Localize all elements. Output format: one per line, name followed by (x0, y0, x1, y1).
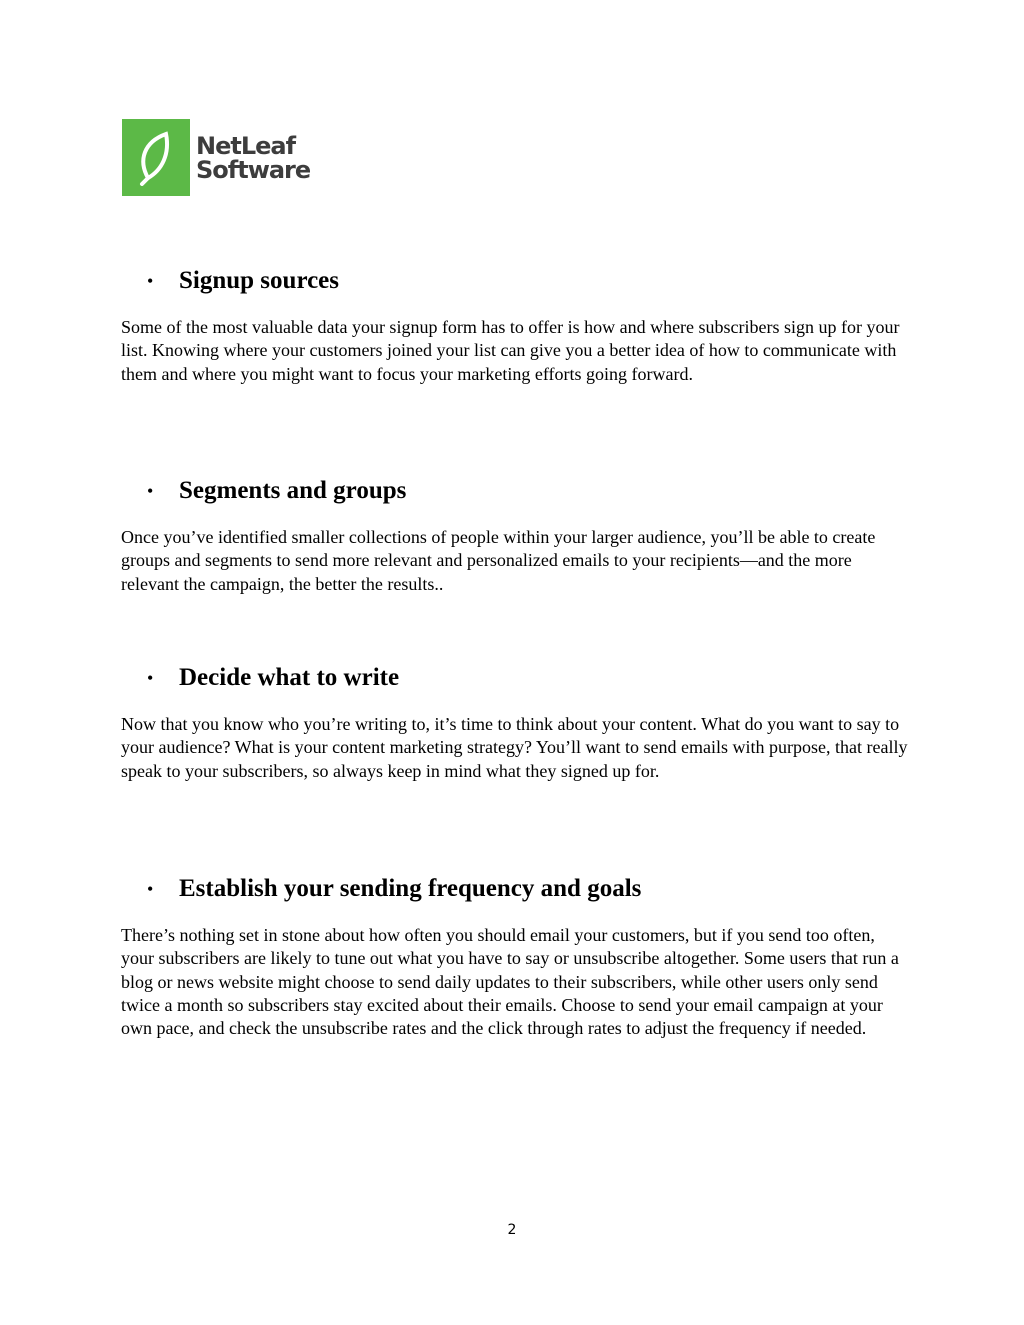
bullet-icon: • (147, 668, 154, 688)
section-decide-what-to-write (121, 663, 911, 783)
section-signup-sources (121, 266, 911, 386)
section-heading: Establish your sending frequency and goals (179, 875, 642, 902)
section-body: Some of the most valuable data your signup form has to offer is how and where subscribers sign up for your list. Knowing where your customers joined your list can give you a better idea of how to communicate with them and where you might want to focus your marketing efforts going forward. (121, 317, 900, 384)
logo-wordmark (196, 131, 311, 184)
logo-line2: Software (196, 155, 311, 184)
section-body: Once you’ve identified smaller collections of people within your larger audience, you’ll be able to create groups and segments to send more relevant and personalized emails to your recipients—and the more relevant the campaign, the better the results.. (121, 527, 876, 594)
bullet-icon: • (147, 879, 154, 899)
section-heading: Decide what to write (179, 664, 400, 691)
page-number: 2 (507, 1222, 517, 1238)
section-heading: Signup sources (179, 267, 340, 294)
section-body: There’s nothing set in stone about how often you should email your customers, but if you send too often, your subscribers are likely to tune out what you have to say or unsubscribe altogether. Some users that run a blog or news website might choose to send daily updates to their subscribers, while other users only send twice a month so subscribers stay excited about their emails. Choose to send your email campaign at your own pace, and check the unsubscribe rates and the click through rates to adjust the frequency if needed. (121, 925, 899, 1039)
section-sending-frequency (121, 874, 911, 1040)
bullet-icon: • (147, 271, 154, 291)
section-heading: Segments and groups (179, 477, 407, 504)
leaf-icon (122, 119, 190, 196)
bullet-icon: • (147, 481, 154, 501)
section-body: Now that you know who you’re writing to, it’s time to think about your content. What do you want to say to your audience? What is your content marketing strategy? You’ll want to send emails with purpose, that really speak to your subscribers, so always keep in mind what they signed up for. (121, 714, 908, 781)
section-segments-groups (121, 476, 911, 596)
company-logo (122, 119, 310, 196)
logo-line1: NetLeaf (196, 131, 296, 160)
